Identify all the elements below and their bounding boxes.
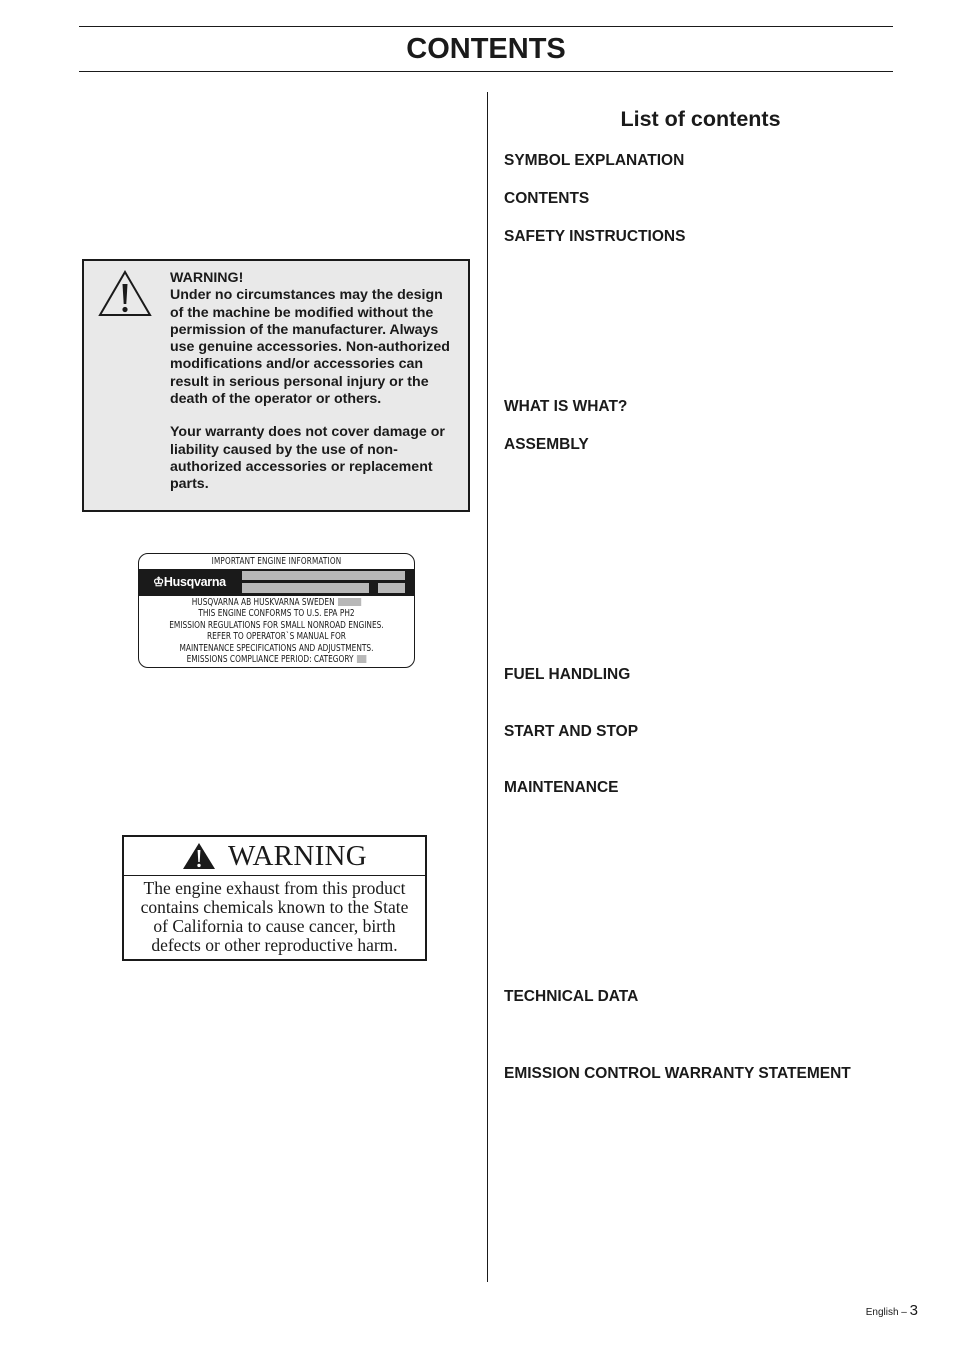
engine-label-heading: IMPORTANT ENGINE INFORMATION — [211, 556, 342, 567]
warning-box — [82, 259, 470, 512]
engine-label-brand-band — [139, 569, 414, 596]
engine-label-line: HUSQVARNA AB HUSKVARNA SWEDEN — [191, 597, 335, 608]
engine-label-line: THIS ENGINE CONFORMS TO U.S. EPA PH2 — [198, 608, 355, 620]
husqvarna-logo: ♔Husqvarna — [153, 575, 226, 589]
warning-line: use genuine accessories. Non-authorized — [170, 339, 450, 356]
engine-label-line: EMISSIONS COMPLIANCE PERIOD: CATEGORY — [186, 654, 354, 666]
engine-label-text — [139, 597, 414, 665]
prop65-line: contains chemicals known to the State — [140, 897, 409, 917]
toc-item-what-is-what[interactable]: WHAT IS WHAT? — [504, 398, 628, 415]
warning-triangle-icon — [182, 842, 216, 870]
toc-heading: List of contents — [620, 107, 781, 131]
toc-item-fuel-handling[interactable]: FUEL HANDLING — [504, 666, 631, 683]
warranty-line: parts. — [170, 476, 209, 493]
engine-label-field — [242, 571, 405, 580]
warning-line: permission of the manufacturer. Always — [170, 321, 439, 338]
warranty-line: Your warranty does not cover damage or — [170, 424, 445, 441]
toc-item-safety-instructions[interactable]: SAFETY INSTRUCTIONS — [504, 228, 686, 245]
warning-triangle-icon — [98, 270, 152, 318]
prop65-heading: WARNING — [227, 839, 368, 872]
page-title: CONTENTS — [79, 26, 893, 72]
toc-item-symbol-explanation[interactable]: SYMBOL EXPLANATION — [504, 152, 685, 169]
warning-line: death of the operator or others. — [170, 391, 382, 408]
warning-line: Under no circumstances may the design — [170, 287, 443, 304]
warranty-line: authorized accessories or replacement — [170, 458, 433, 475]
warning-heading: WARNING! — [170, 270, 244, 286]
engine-label-field — [338, 598, 361, 606]
warning-text — [170, 270, 462, 494]
page-footer — [866, 1300, 918, 1324]
warranty-line: liability caused by the use of non- — [170, 441, 398, 458]
footer-language: English – — [865, 1307, 907, 1318]
warning-line: modifications and/or accessories can — [170, 356, 424, 373]
prop65-line: The engine exhaust from this product — [143, 878, 406, 898]
toc-item-emission-control-warranty[interactable]: EMISSION CONTROL WARRANTY STATEMENT — [504, 1065, 851, 1082]
engine-label-field — [242, 583, 369, 593]
prop65-header — [124, 837, 425, 876]
engine-label-field — [378, 583, 405, 593]
engine-label-field — [357, 655, 366, 663]
prop65-line: defects or other reproductive harm. — [151, 935, 398, 955]
warning-line: result in serious personal injury or the — [170, 373, 429, 390]
prop65-text — [124, 876, 425, 955]
toc-item-start-and-stop[interactable]: START AND STOP — [504, 723, 639, 740]
engine-label-line: MAINTENANCE SPECIFICATIONS AND ADJUSTMENTS. — [179, 642, 374, 654]
prop65-warning-box — [122, 835, 427, 961]
engine-label-line: EMISSION REGULATIONS FOR SMALL NONROAD ENGINES. — [169, 619, 384, 631]
toc-item-maintenance[interactable]: MAINTENANCE — [504, 779, 619, 796]
husqvarna-crown-icon: ♔ — [153, 575, 164, 589]
warning-line: of the machine be modified without the — [170, 304, 434, 321]
toc-item-assembly[interactable]: ASSEMBLY — [504, 436, 589, 453]
prop65-line: of California to cause cancer, birth — [153, 916, 396, 936]
toc-item-technical-data[interactable]: TECHNICAL DATA — [504, 988, 639, 1005]
engine-label-line: REFER TO OPERATOR`S MANUAL FOR — [207, 631, 346, 643]
column-divider — [487, 92, 488, 1282]
page-number: 3 — [909, 1302, 918, 1319]
engine-information-label — [138, 553, 415, 668]
toc-item-contents[interactable]: CONTENTS — [504, 190, 590, 207]
